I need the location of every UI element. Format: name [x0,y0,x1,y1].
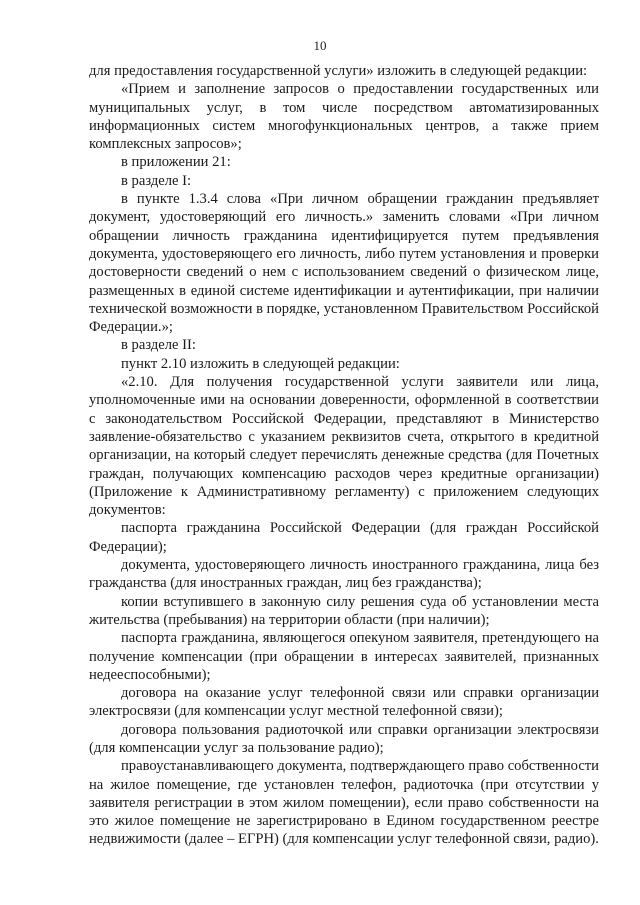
paragraph: для предоставления государственной услуги» изложить в следующей редакции: [89,63,588,79]
paragraph: в разделе I: [121,172,192,189]
paragraph: в разделе II: [121,337,196,354]
page-number: 10 [313,38,327,53]
paragraph: договора на оказание услуг телефонной связи или справки организации электросвязи (для компенсации услуг местной телефонной связи); [89,685,599,720]
paragraph: правоустанавливающего документа, подтверждающего право собственности на жилое помещение, где установлен телефон, радиоточка (при отсутствии у заявителя регистрации в этом жилом помещении), если право собственности на это жилое помещение не зарегистрировано в Едином государственном реестре недвижимости (далее – ЕГРН) (для компенсации услуг телефонной связи, радио). [89,758,599,848]
paragraph: паспорта гражданина Российской Федерации (для граждан Российской Федерации); [89,520,599,555]
paragraph: пункт 2.10 изложить в следующей редакции: [121,355,400,372]
paragraph: в приложении 21: [121,154,231,171]
paragraph: паспорта гражданина, являющегося опекуном заявителя, претендующего на получение компенсации (при обращении в интересах заявителей, признанных недееспособными); [89,630,599,683]
paragraph: в пункте 1.3.4 слова «При личном обращении гражданин предъявляет документ, удостоверяющий его личность.» заменить словами «При личном обращении личность гражданина идентифицируется путем предъявления документа, удостоверяющего его личность, либо путем установления и проверки достоверности сведений о нем с использованием сведений о физическом лице, размещенных в единой системе идентификации и аутентификации, при наличии технической возможности в порядке, установленном Правительством Российской Федерации.»; [89,191,599,336]
paragraph: документа, удостоверяющего личность иностранного гражданина, лица без гражданства (для иностранных граждан, лиц без гражданства); [89,557,599,592]
paragraph: копии вступившего в законную силу решения суда об установлении места жительства (пребывания) на территории области (при наличии); [89,593,599,628]
paragraph: договора пользования радиоточкой или справки организации электросвязи (для компенсации услуг за пользование радио); [89,721,599,756]
paragraph: «2.10. Для получения государственной услуги заявители или лица, уполномоченные ими на основании доверенности, оформленной в соответствии с законодательством Российской Федерации, представляют в Министерство заявление-обязательство с указанием реквизитов счета, открытого в кредитной организации, на который следует перечислять денежные средства (для Почетных граждан, получающих компенсацию расходов через кредитные организации) (Приложение к Административному регламенту) с приложением следующих документов: [89,374,599,519]
paragraph: «Прием и заполнение запросов о предоставлении государственных или муниципальных услуг, в том числе посредством автоматизированных информационных систем многофункциональных центров, а также прием комплексных запросов»; [89,81,599,153]
document-body [89,62,599,849]
